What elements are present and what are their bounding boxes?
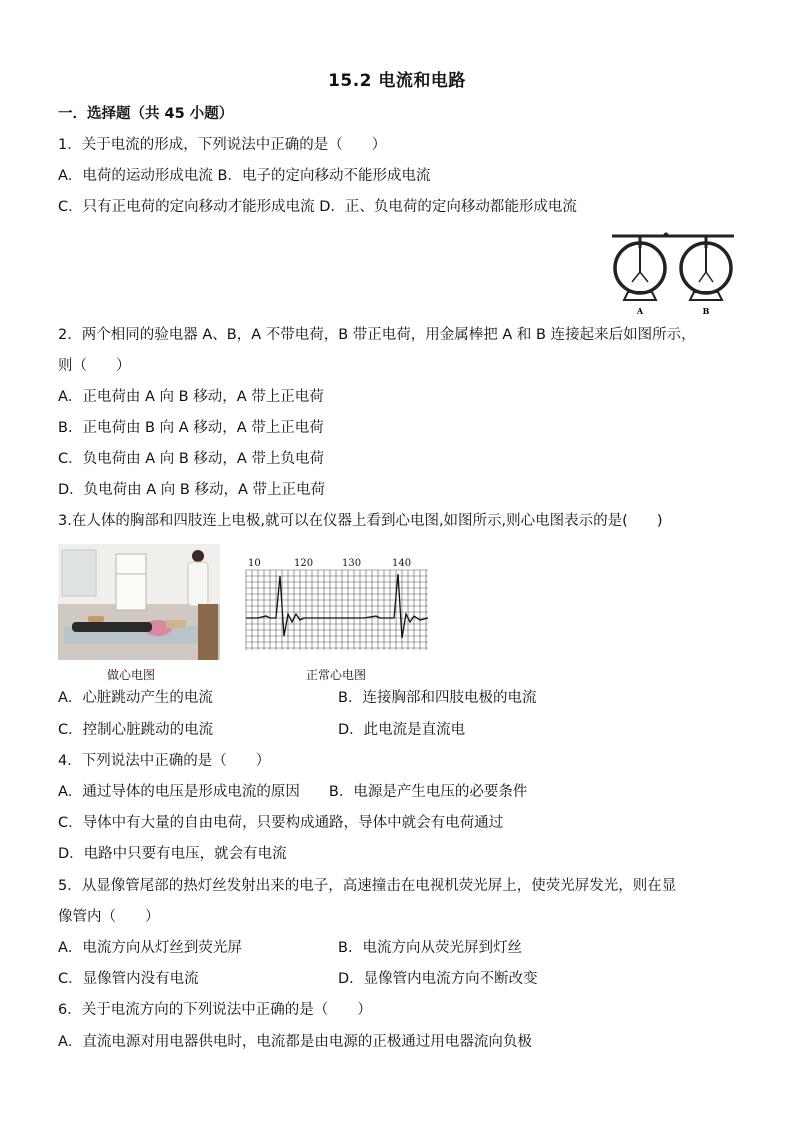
- electroscope-label-b: B: [702, 306, 710, 316]
- q3-option-d: D．此电流是直流电: [338, 722, 466, 738]
- q4-option-d: D．电路中只要有电压，就会有电流: [58, 846, 287, 862]
- electroscope-figure: [606, 228, 740, 316]
- q1-options-cd: C．只有正电荷的定向移动才能形成电流 D．正、负电荷的定向移动都能形成电流: [58, 199, 577, 215]
- page-title: 15.2 电流和电路: [328, 71, 466, 91]
- q3-option-c: C．控制心脏跳动的电流: [58, 722, 214, 738]
- caption-normal-ecg: 正常心电图: [306, 668, 367, 682]
- ecg-tick-140: 140: [392, 558, 412, 569]
- q5-option-c: C．显像管内没有电流: [58, 971, 199, 987]
- q4-stem: 4．下列说法中正确的是（ ）: [58, 753, 271, 769]
- q2-option-c: C．负电荷由 A 向 B 移动，A 带上负电荷: [58, 451, 324, 467]
- q5-option-a: A．电流方向从灯丝到荧光屏: [58, 940, 242, 956]
- q2-stem-line1: 2．两个相同的验电器 A、B，A 不带电荷，B 带正电荷，用金属棒把 A 和 B 连接起来后如图所示，: [58, 327, 696, 343]
- ecg-chart: [244, 556, 430, 652]
- q4-option-c: C．导体中有大量的自由电荷，只要构成通路，导体中就会有电荷通过: [58, 815, 504, 831]
- q3-option-b: B．连接胸部和四肢电极的电流: [338, 690, 537, 706]
- q3-option-a: A．心脏跳动产生的电流: [58, 690, 213, 706]
- q1-options-ab: A．电荷的运动形成电流 B．电子的定向移动不能形成电流: [58, 168, 431, 184]
- ecg-procedure-photo: [58, 544, 220, 660]
- q2-option-a: A．正电荷由 A 向 B 移动，A 带上正电荷: [58, 389, 324, 405]
- q6-option-a: A．直流电源对用电器供电时，电流都是由电源的正极通过用电器流向负极: [58, 1034, 532, 1050]
- q5-option-d: D．显像管内电流方向不断改变: [338, 971, 538, 987]
- electroscope-label-a: A: [636, 306, 644, 316]
- q4-options-ab: A．通过导体的电压是形成电流的原因 B．电源是产生电压的必要条件: [58, 784, 528, 800]
- q6-stem: 6．关于电流方向的下列说法中正确的是（ ）: [58, 1002, 372, 1018]
- caption-ecg-procedure: 做心电图: [107, 668, 156, 682]
- q2-option-b: B．正电荷由 B 向 A 移动，A 带上正电荷: [58, 420, 324, 436]
- q1-stem: 1．关于电流的形成，下列说法中正确的是（ ）: [58, 137, 387, 153]
- ecg-tick-10: 10: [248, 558, 261, 569]
- q5-stem-line2: 像管内（ ）: [58, 909, 160, 925]
- q5-stem-line1: 5．从显像管尾部的热灯丝发射出来的电子，高速撞击在电视机荧光屏上，使荧光屏发光，则在显: [58, 878, 677, 894]
- q2-option-d: D．负电荷由 A 向 B 移动，A 带上正电荷: [58, 482, 325, 498]
- section-heading: 一．选择题（共 45 小题）: [58, 106, 234, 122]
- q3-stem: 3.在人体的胸部和四肢连上电极,就可以在仪器上看到心电图,如图所示,则心电图表示的是( ): [58, 513, 663, 529]
- q2-stem-line2: 则（ ）: [58, 358, 131, 374]
- ecg-tick-120: 120: [294, 558, 314, 569]
- ecg-tick-130: 130: [342, 558, 362, 569]
- q5-option-b: B．电流方向从荧光屏到灯丝: [338, 940, 522, 956]
